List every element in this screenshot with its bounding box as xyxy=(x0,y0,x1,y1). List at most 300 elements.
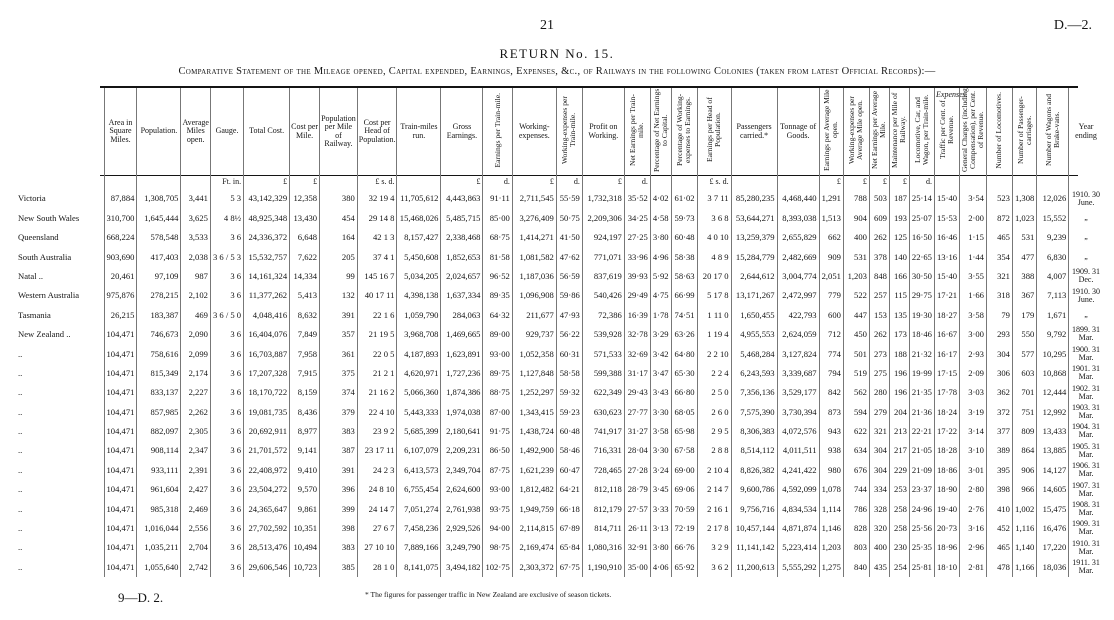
data-cell: 59·32 xyxy=(556,383,582,402)
column-header: Number of Wagons and Brake-vans. xyxy=(1037,88,1069,175)
data-cell: 166 xyxy=(889,267,909,286)
data-cell: 25·35 xyxy=(909,538,934,557)
colony-name: .. xyxy=(18,561,23,572)
unit-cell: £ s. d. xyxy=(697,175,731,189)
data-cell: 2,556 xyxy=(181,519,211,538)
data-cell: 15,475 xyxy=(1037,499,1069,518)
data-cell: 1·78 xyxy=(650,305,671,324)
data-cell: 29,606,546 xyxy=(244,557,290,576)
data-cell: 25·14 xyxy=(909,189,934,208)
data-cell: 2,929,526 xyxy=(441,519,483,538)
data-cell: 15,468,026 xyxy=(397,208,441,227)
data-cell: 3 6 xyxy=(210,402,243,421)
data-cell: 1,492,900 xyxy=(512,441,556,460)
data-cell: 4,072,576 xyxy=(777,422,819,441)
data-cell: 395 xyxy=(986,460,1012,479)
data-cell: 27·25 xyxy=(624,228,650,247)
data-cell: 7,458,236 xyxy=(397,519,441,538)
data-cell: 21 19 5 xyxy=(357,325,397,344)
data-cell: 18·86 xyxy=(934,460,959,479)
data-cell: 842 xyxy=(819,383,843,402)
table-row xyxy=(18,267,1103,286)
data-cell: 65·92 xyxy=(671,557,697,576)
unit-cell xyxy=(137,175,181,189)
data-cell: 4 0 10 xyxy=(697,228,731,247)
data-cell: 2·81 xyxy=(960,557,987,576)
data-cell: 4,048,416 xyxy=(244,305,290,324)
data-cell: 64·21 xyxy=(556,480,582,499)
data-cell: 3,249,790 xyxy=(441,538,483,557)
data-cell: 28·79 xyxy=(624,480,650,499)
data-cell: 3·01 xyxy=(960,460,987,479)
year-ending-cell: 1901. 31 Mar. xyxy=(1069,364,1103,383)
data-cell: 24 14 7 xyxy=(357,499,397,518)
data-cell: 12,358 xyxy=(290,189,320,208)
data-cell: 873 xyxy=(819,402,843,421)
data-cell: 2·80 xyxy=(960,480,987,499)
data-cell: 23,504,272 xyxy=(244,480,290,499)
column-header: Population per Mile of Railway. xyxy=(320,88,358,175)
data-cell: 571,533 xyxy=(582,344,624,363)
data-cell: 2,469 xyxy=(181,499,211,518)
data-cell: 2 5 0 xyxy=(697,383,731,402)
unit-cell xyxy=(397,175,441,189)
unit-cell: d. xyxy=(624,175,650,189)
data-cell: 4,871,874 xyxy=(777,519,819,538)
data-cell: 59·23 xyxy=(556,402,582,421)
data-cell: 304 xyxy=(869,441,889,460)
data-cell: 3 7 11 xyxy=(697,189,731,208)
data-cell: 8,514,112 xyxy=(731,441,777,460)
data-cell: 18,036 xyxy=(1037,557,1069,576)
data-cell: 14,334 xyxy=(290,267,320,286)
data-cell: 372 xyxy=(986,402,1012,421)
data-cell: 32·91 xyxy=(624,538,650,557)
data-cell: 262 xyxy=(869,228,889,247)
data-cell: 254 xyxy=(889,557,909,576)
data-cell: 447 xyxy=(843,305,869,324)
data-cell: 29·43 xyxy=(624,383,650,402)
data-cell: 815,349 xyxy=(137,364,181,383)
data-cell: 63·26 xyxy=(671,325,697,344)
colony-name: Tasmania xyxy=(18,309,51,320)
data-cell: 550 xyxy=(1012,325,1036,344)
colony-name: New South Wales xyxy=(18,212,80,223)
data-cell: 11,705,612 xyxy=(397,189,441,208)
data-cell: 5,485,715 xyxy=(441,208,483,227)
data-cell: 1,469,665 xyxy=(441,325,483,344)
data-cell: 1 19 4 xyxy=(697,325,731,344)
data-cell: 48,925,348 xyxy=(244,208,290,227)
data-cell: 104,471 xyxy=(104,402,137,421)
data-cell: 478 xyxy=(986,557,1012,576)
data-cell: 11,377,262 xyxy=(244,286,290,305)
data-cell: 966 xyxy=(1012,480,1036,499)
data-cell: 477 xyxy=(1012,247,1036,266)
unit-cell xyxy=(777,175,819,189)
data-cell: 465 xyxy=(986,228,1012,247)
data-cell: 9,861 xyxy=(290,499,320,518)
data-cell: 599,388 xyxy=(582,364,624,383)
data-cell: 24,365,647 xyxy=(244,499,290,518)
data-cell: 3·10 xyxy=(960,441,987,460)
data-cell: 275 xyxy=(869,364,889,383)
data-cell: 7,849 xyxy=(290,325,320,344)
data-cell: 99 xyxy=(320,267,358,286)
data-cell: 367 xyxy=(1012,286,1036,305)
data-cell: 1·44 xyxy=(960,247,987,266)
data-cell: 26·11 xyxy=(624,519,650,538)
data-cell: 115 xyxy=(889,286,909,305)
year-ending-cell: „ xyxy=(1069,247,1103,266)
data-cell: 803 xyxy=(843,538,869,557)
data-cell: 164 xyxy=(320,228,358,247)
data-cell: 66·18 xyxy=(556,499,582,518)
data-cell: 882,097 xyxy=(137,422,181,441)
data-cell: 3,533 xyxy=(181,228,211,247)
data-cell: 6,830 xyxy=(1037,247,1069,266)
data-cell: 357 xyxy=(320,325,358,344)
data-cell: 4,187,893 xyxy=(397,344,441,363)
data-cell: 2 10 4 xyxy=(697,460,731,479)
unit-cell xyxy=(1037,175,1069,189)
unit-cell: £ s. d. xyxy=(357,175,397,189)
data-cell: 18,170,722 xyxy=(244,383,290,402)
data-cell: 3·33 xyxy=(650,499,671,518)
data-cell: 85·00 xyxy=(483,208,512,227)
table-row xyxy=(18,557,1103,576)
data-cell: 1,190,910 xyxy=(582,557,624,576)
data-cell: 15,532,757 xyxy=(244,247,290,266)
data-cell: 2·00 xyxy=(960,208,987,227)
data-cell: 104,471 xyxy=(104,344,137,363)
unit-cell: Ft. in. xyxy=(210,175,243,189)
data-cell: 1,096,908 xyxy=(512,286,556,305)
data-cell: 50·75 xyxy=(556,208,582,227)
data-cell: 91·75 xyxy=(483,422,512,441)
data-cell: 3 6 xyxy=(210,519,243,538)
column-header: Population. xyxy=(137,88,181,175)
data-cell: 15·53 xyxy=(934,208,959,227)
data-cell: 12,026 xyxy=(1037,189,1069,208)
data-cell: 5,034,205 xyxy=(397,267,441,286)
data-cell: 2,227 xyxy=(181,383,211,402)
data-cell: 28·04 xyxy=(624,441,650,460)
data-cell: 145 16 7 xyxy=(357,267,397,286)
data-cell: 65·98 xyxy=(671,422,697,441)
column-header: Traffic per Cent. of Revenue. xyxy=(934,88,959,175)
data-cell: 2·09 xyxy=(960,364,987,383)
table-body xyxy=(18,175,1103,577)
year-ending-cell: 1906. 31 Mar. xyxy=(1069,460,1103,479)
data-cell: 2,051 xyxy=(819,267,843,286)
data-cell: 26,215 xyxy=(104,305,137,324)
data-cell: 975,876 xyxy=(104,286,137,305)
data-cell: 1 11 0 xyxy=(697,305,731,324)
unit-cell xyxy=(104,175,137,189)
data-cell: 1,252,297 xyxy=(512,383,556,402)
data-cell: 9,600,786 xyxy=(731,480,777,499)
data-cell: 104,471 xyxy=(104,325,137,344)
data-cell: 8,159 xyxy=(290,383,320,402)
data-cell: 11,141,142 xyxy=(731,538,777,557)
data-cell: 872 xyxy=(986,208,1012,227)
data-cell: 833,137 xyxy=(137,383,181,402)
data-cell: 3,004,774 xyxy=(777,267,819,286)
data-cell: 10,295 xyxy=(1037,344,1069,363)
data-cell: 67·75 xyxy=(556,557,582,576)
data-cell: 18·96 xyxy=(934,538,959,557)
data-cell: 22,408,972 xyxy=(244,460,290,479)
data-cell: 29·75 xyxy=(909,286,934,305)
data-cell: 5,468,284 xyxy=(731,344,777,363)
data-cell: 56·22 xyxy=(556,325,582,344)
data-cell: 3 6 xyxy=(210,267,243,286)
data-cell: 980 xyxy=(819,460,843,479)
data-cell: 3,968,708 xyxy=(397,325,441,344)
data-cell: 12,444 xyxy=(1037,383,1069,402)
data-cell: 400 xyxy=(869,538,889,557)
data-cell: 24·96 xyxy=(909,499,934,518)
data-cell: 4·58 xyxy=(650,208,671,227)
table-row xyxy=(18,538,1103,557)
year-ending-cell: 1902. 31 Mar. xyxy=(1069,383,1103,402)
data-cell: 284,063 xyxy=(441,305,483,324)
data-cell: 3 6 / 5 3 xyxy=(210,247,243,266)
year-ending-cell: 1910. 31 Mar. xyxy=(1069,538,1103,557)
data-cell: 69·06 xyxy=(671,480,697,499)
data-cell: 68·75 xyxy=(483,228,512,247)
data-cell: 318 xyxy=(986,286,1012,305)
data-cell: 29·49 xyxy=(624,286,650,305)
data-cell: 387 xyxy=(320,441,358,460)
data-cell: 435 xyxy=(869,557,889,576)
data-cell: 1,645,444 xyxy=(137,208,181,227)
data-cell: 40 17 11 xyxy=(357,286,397,305)
data-cell: 55·59 xyxy=(556,189,582,208)
unit-cell: d. xyxy=(483,175,512,189)
data-cell: 2,624,600 xyxy=(441,480,483,499)
year-ending-cell: „ xyxy=(1069,208,1103,227)
data-cell: 391 xyxy=(320,460,358,479)
data-cell: 8,393,038 xyxy=(777,208,819,227)
data-cell: 320 xyxy=(869,519,889,538)
data-cell: 630,623 xyxy=(582,402,624,421)
column-header: Earnings per Train-mile. xyxy=(483,88,512,175)
data-cell: 385 xyxy=(320,557,358,576)
column-header: Gauge. xyxy=(210,88,243,175)
data-cell: 1,513 xyxy=(819,208,843,227)
data-cell: 213 xyxy=(889,422,909,441)
data-cell: 5,685,399 xyxy=(397,422,441,441)
data-cell: 600 xyxy=(819,305,843,324)
colony-name: .. xyxy=(18,387,23,398)
data-cell: 16·17 xyxy=(934,344,959,363)
data-cell: 3,494,182 xyxy=(441,557,483,576)
data-cell: 41·50 xyxy=(556,228,582,247)
data-cell: 262 xyxy=(869,325,889,344)
data-cell: 2,472,997 xyxy=(777,286,819,305)
data-cell: 173 xyxy=(889,325,909,344)
data-cell: 774 xyxy=(819,344,843,363)
data-cell: 104,471 xyxy=(104,441,137,460)
data-cell: 3,339,687 xyxy=(777,364,819,383)
data-cell: 56·59 xyxy=(556,267,582,286)
data-cell: 35·52 xyxy=(624,189,650,208)
data-cell: 21·32 xyxy=(909,344,934,363)
data-cell: 31·17 xyxy=(624,364,650,383)
data-cell: 204 xyxy=(889,402,909,421)
data-cell: 3 6 xyxy=(210,422,243,441)
data-cell: 9,756,716 xyxy=(731,499,777,518)
data-cell: 4,620,971 xyxy=(397,364,441,383)
data-cell: 2·96 xyxy=(960,538,987,557)
data-cell: 3·03 xyxy=(960,383,987,402)
data-cell: 89·75 xyxy=(483,364,512,383)
data-cell: 104,471 xyxy=(104,383,137,402)
data-cell: 379 xyxy=(320,402,358,421)
data-cell: 16,476 xyxy=(1037,519,1069,538)
data-cell: 417,403 xyxy=(137,247,181,266)
data-cell: 20,461 xyxy=(104,267,137,286)
units-row xyxy=(18,175,1103,189)
data-cell: 2,305 xyxy=(181,422,211,441)
column-header: Percentage of Working-expenses to Earnings. xyxy=(671,88,697,175)
data-cell: 2,180,641 xyxy=(441,422,483,441)
data-cell: 422,793 xyxy=(777,305,819,324)
data-cell: 4,955,553 xyxy=(731,325,777,344)
data-cell: 16·46 xyxy=(934,228,959,247)
data-cell: 4·96 xyxy=(650,247,671,266)
data-cell: 933,111 xyxy=(137,460,181,479)
data-cell: 2 2 4 xyxy=(697,364,731,383)
data-cell: 16,404,076 xyxy=(244,325,290,344)
data-cell: 66·99 xyxy=(671,286,697,305)
unit-cell: £ xyxy=(889,175,909,189)
data-cell: 328 xyxy=(869,499,889,518)
data-cell: 280 xyxy=(869,383,889,402)
data-cell: 2,482,669 xyxy=(777,247,819,266)
data-cell: 58·38 xyxy=(671,247,697,266)
data-cell: 74·51 xyxy=(671,305,697,324)
colony-name: .. xyxy=(18,445,23,456)
year-ending-cell: 1910. 30 June. xyxy=(1069,189,1103,208)
unit-cell xyxy=(320,175,358,189)
data-cell: 17·21 xyxy=(934,286,959,305)
data-cell: 217 xyxy=(889,441,909,460)
data-cell: 27,702,592 xyxy=(244,519,290,538)
column-header: Gross Earnings. xyxy=(441,88,483,175)
data-cell: 304 xyxy=(986,344,1012,363)
data-cell: 2,349,704 xyxy=(441,460,483,479)
data-cell: 519 xyxy=(843,364,869,383)
data-cell: 10,457,144 xyxy=(731,519,777,538)
data-cell: 6,243,593 xyxy=(731,364,777,383)
data-cell: 278,215 xyxy=(137,286,181,305)
data-cell: 66·76 xyxy=(671,538,697,557)
column-header: Area in Square Miles. xyxy=(104,88,137,175)
data-cell: 399 xyxy=(320,499,358,518)
data-cell: 310,700 xyxy=(104,208,137,227)
colony-name: .. xyxy=(18,367,23,378)
data-cell: 3·80 xyxy=(650,538,671,557)
data-cell: 609 xyxy=(869,208,889,227)
data-cell: 3,276,409 xyxy=(512,208,556,227)
data-cell: 2 6 0 xyxy=(697,402,731,421)
data-cell: 27 6 7 xyxy=(357,519,397,538)
data-cell: 196 xyxy=(889,364,909,383)
data-cell: 25·07 xyxy=(909,208,934,227)
data-cell: 3·30 xyxy=(650,441,671,460)
data-cell: 7,051,274 xyxy=(397,499,441,518)
column-header: Train-miles run. xyxy=(397,88,441,175)
data-cell: 32·78 xyxy=(624,325,650,344)
data-cell: 8,826,382 xyxy=(731,460,777,479)
data-cell: 4,592,099 xyxy=(777,480,819,499)
data-cell: 27·77 xyxy=(624,402,650,421)
data-cell: 16·50 xyxy=(909,228,934,247)
data-cell: 3·14 xyxy=(960,422,987,441)
data-cell: 321 xyxy=(986,267,1012,286)
data-cell: 3 6 xyxy=(210,325,243,344)
data-cell: 28 1 0 xyxy=(357,557,397,576)
data-cell: 1,055,640 xyxy=(137,557,181,576)
data-cell: 86·50 xyxy=(483,441,512,460)
data-cell: 603 xyxy=(1012,364,1036,383)
data-cell: 377 xyxy=(986,422,1012,441)
data-cell: 3·13 xyxy=(650,519,671,538)
data-cell: 196 xyxy=(889,383,909,402)
colony-name: .. xyxy=(18,406,23,417)
data-cell: 58·46 xyxy=(556,441,582,460)
table-row xyxy=(18,402,1103,421)
data-cell: 2,114,815 xyxy=(512,519,556,538)
unit-cell: £ xyxy=(582,175,624,189)
table-row xyxy=(18,460,1103,479)
data-cell: 2,174 xyxy=(181,364,211,383)
data-cell: 37 4 1 xyxy=(357,247,397,266)
data-cell: 3·55 xyxy=(960,267,987,286)
unit-cell: £ xyxy=(512,175,556,189)
data-cell: 741,917 xyxy=(582,422,624,441)
colony-name: South Australia xyxy=(18,251,72,262)
data-cell: 27·57 xyxy=(624,499,650,518)
data-cell: 3·16 xyxy=(960,519,987,538)
data-cell: 594 xyxy=(843,402,869,421)
data-cell: 5,450,608 xyxy=(397,247,441,266)
data-cell: 3·30 xyxy=(650,402,671,421)
data-cell: 746,673 xyxy=(137,325,181,344)
data-cell: 8,436 xyxy=(290,402,320,421)
data-cell: 18·27 xyxy=(934,305,959,324)
data-cell: 3,127,824 xyxy=(777,344,819,363)
data-cell: 788 xyxy=(843,189,869,208)
data-cell: 578,548 xyxy=(137,228,181,247)
data-cell: 812,118 xyxy=(582,480,624,499)
data-cell: 19,081,735 xyxy=(244,402,290,421)
data-cell: 5,223,414 xyxy=(777,538,819,557)
data-cell: 93·75 xyxy=(483,499,512,518)
data-cell: 943 xyxy=(819,422,843,441)
data-cell: 374 xyxy=(320,383,358,402)
data-cell: 25·56 xyxy=(909,519,934,538)
data-cell: 22·21 xyxy=(909,422,934,441)
data-cell: 531 xyxy=(1012,228,1036,247)
data-cell: 2,090 xyxy=(181,325,211,344)
year-ending-cell: 1909. 31 Mar. xyxy=(1069,519,1103,538)
data-cell: 4,398,138 xyxy=(397,286,441,305)
data-cell: 10,351 xyxy=(290,519,320,538)
